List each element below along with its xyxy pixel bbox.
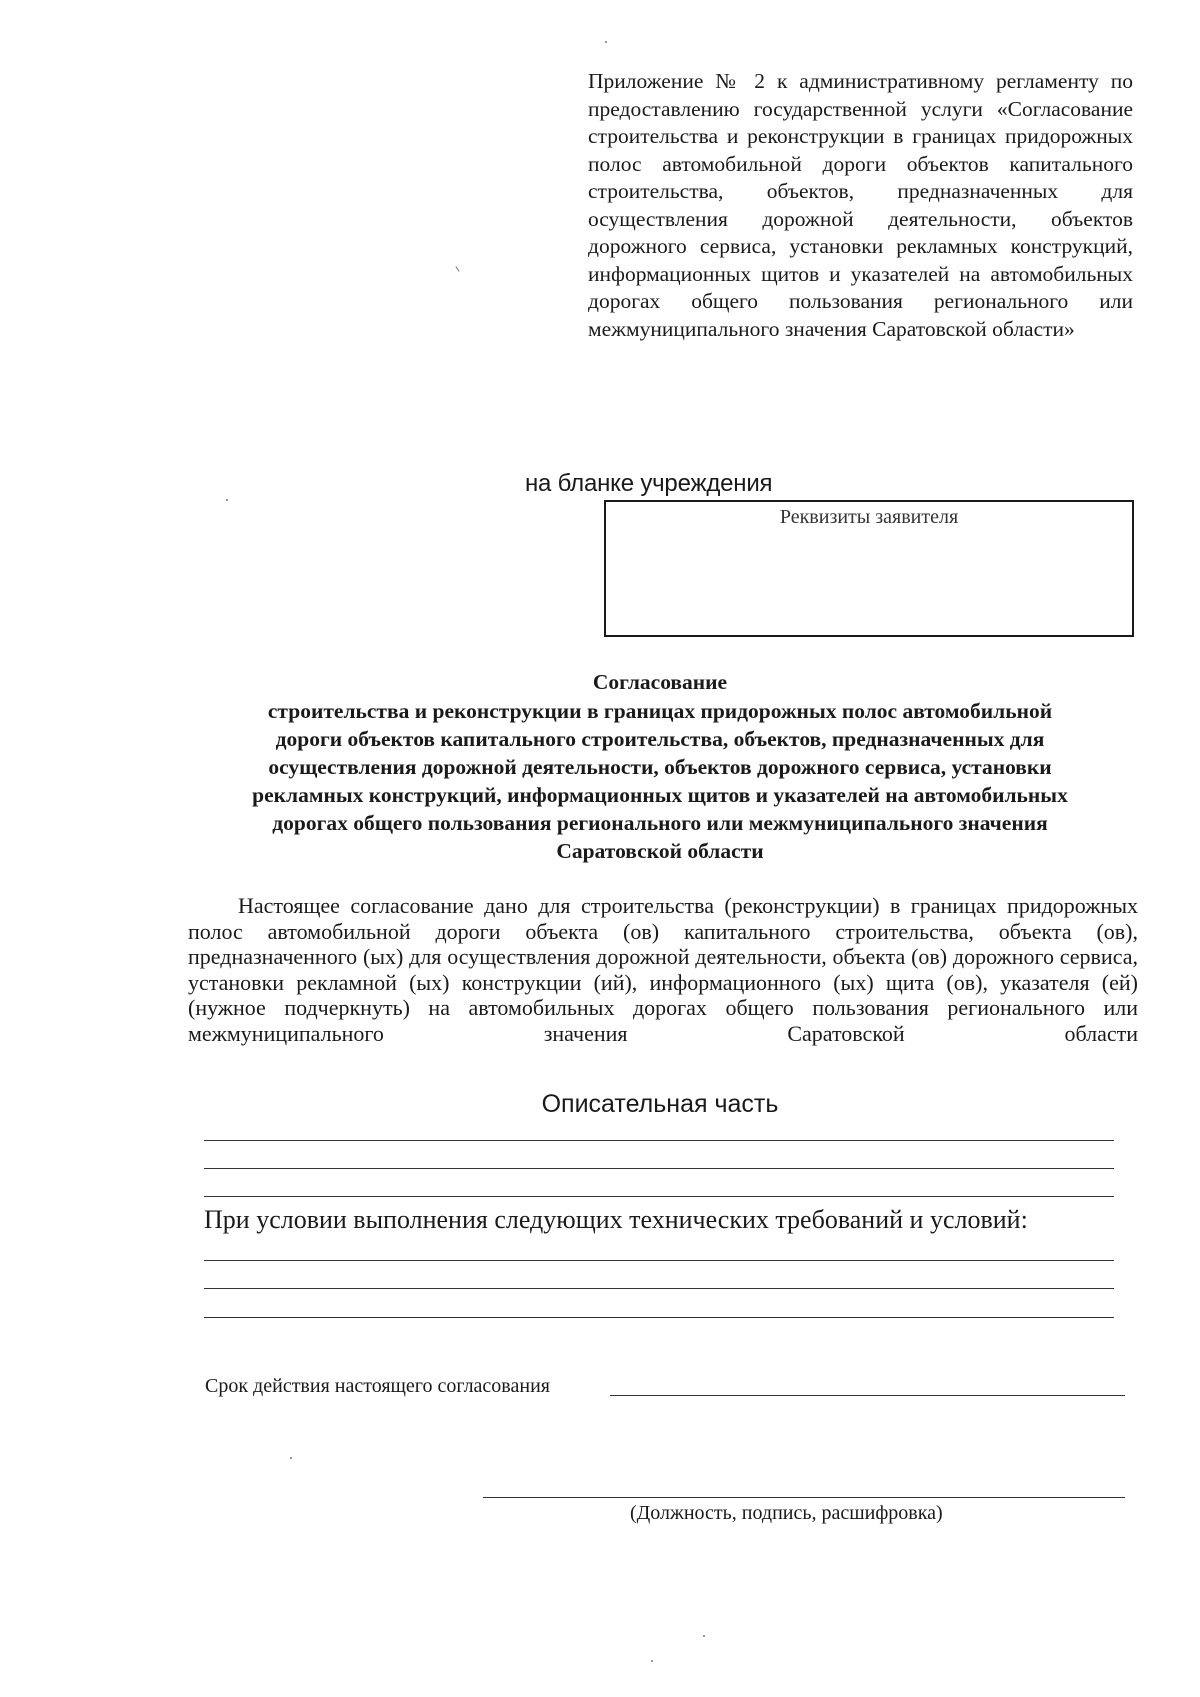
technical-conditions-heading: При условии выполнения следующих технических требований и условий: (204, 1205, 1028, 1234)
scan-speck (703, 1635, 705, 1637)
conditions-line (204, 1260, 1114, 1261)
descriptive-part-line (204, 1168, 1114, 1169)
validity-period-line (610, 1395, 1125, 1396)
document-title-line: рекламных конструкций, информационных щитов и указателей на автомобильных (252, 783, 1068, 807)
signature-caption: (Должность, подпись, расшифровка) (630, 1502, 943, 1524)
descriptive-part-line (204, 1140, 1114, 1141)
scan-speck (226, 499, 228, 501)
applicant-requisites-label: Реквизиты заявителя (779, 506, 959, 528)
applicant-requisites-box (604, 500, 1134, 637)
document-title-body (150, 697, 1170, 865)
scan-speck (290, 1457, 292, 1459)
descriptive-part-line (204, 1196, 1114, 1197)
document-title-line: дороги объектов капитального строительства, объектов, предназначенных для (275, 727, 1045, 751)
descriptive-part-heading: Описательная часть (541, 1090, 779, 1118)
document-title-line: Саратовской области (556, 839, 764, 863)
signature-line (483, 1497, 1125, 1498)
validity-period-label: Срок действия настоящего согласования (205, 1375, 550, 1397)
document-title-line: осуществления дорожной деятельности, объектов дорожного сервиса, установки (268, 755, 1052, 779)
document-title-heading: Согласование (592, 670, 728, 694)
conditions-line (204, 1317, 1114, 1318)
scan-speck (651, 1660, 653, 1662)
document-title-line: дорогах общего пользования регионального или межмуниципального значения (272, 811, 1048, 835)
conditions-line (204, 1288, 1114, 1289)
scan-speck (455, 266, 459, 271)
body-paragraph: Настоящее согласование дано для строительства (реконструкции) в границах придорожных полос автомобильной дороги объекта (ов) капитального строительства, объекта (ов), предназначенного (ых) для осуществления дорожной деятельности, объекта (ов) дорожного сервиса, установки рекламной (ых) конструкции (ий), информационного (ых) щита (ов), указателя (ей) (нужное подчеркнуть) на автомобильных дорогах общего пользования регионального или межмуниципального значения Саратовской области (188, 893, 1138, 1046)
appendix-header: Приложение № 2 к административному регламенту по предоставлению государственной услуги «Согласование строительства и реконструкции в границах придорожных полос автомобильной дороги объектов капитального строительства, объектов, предназначенных для осуществления дорожной деятельности, объектов дорожного сервиса, установки рекламных конструкций, информационных щитов и указателей на автомобильных дорогах общего пользования регионального или межмуниципального значения Саратовской области» (588, 69, 1133, 341)
letterhead-label: на бланке учреждения (525, 470, 773, 497)
scan-speck (605, 41, 607, 43)
document-title-line: строительства и реконструкции в границах придорожных полос автомобильной (267, 699, 1053, 723)
